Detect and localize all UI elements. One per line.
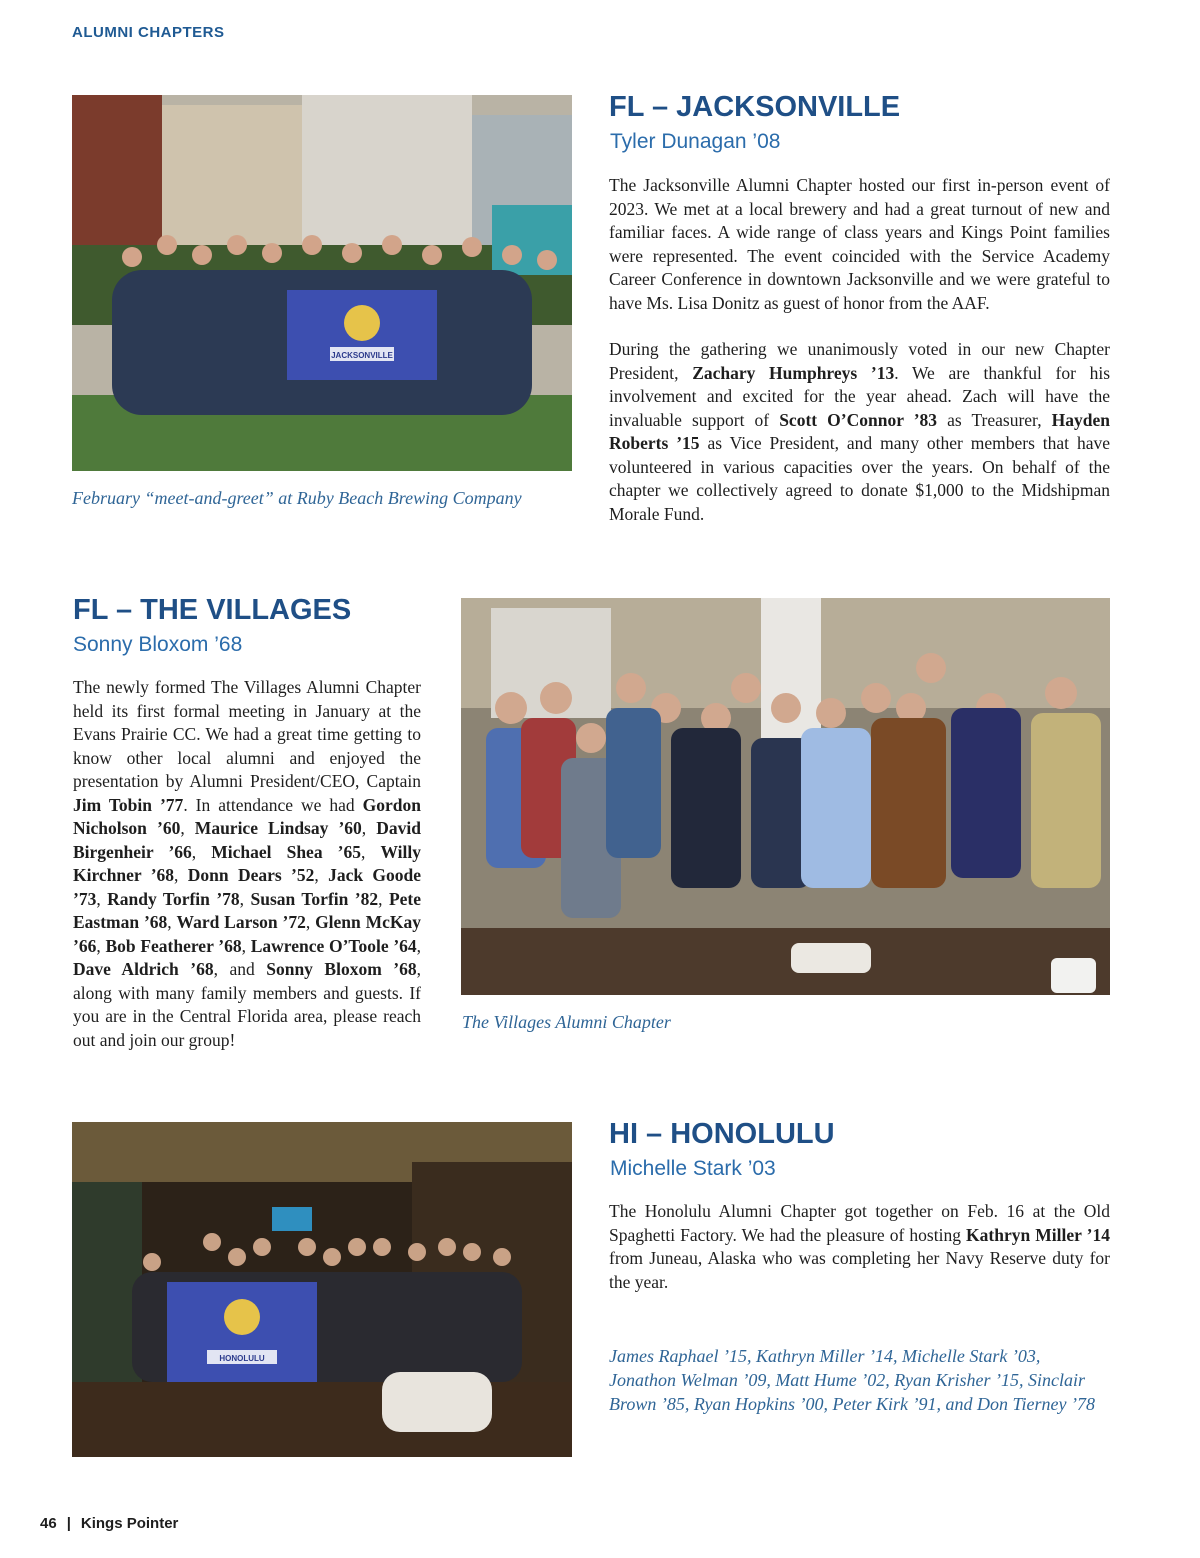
- bold-name: Randy Torfin ’78: [107, 888, 240, 909]
- bold-name: Michael Shea ’65: [211, 841, 361, 862]
- bold-name: Donn Dears ’52: [187, 865, 315, 885]
- bold-name: Jack Goode ’73: [73, 865, 422, 909]
- jacksonville-heading: FL – JACKSONVILLE: [609, 91, 901, 123]
- jacksonville-body: [609, 174, 1110, 549]
- bold-name: Pete Eastman ’68: [73, 888, 422, 932]
- jacksonville-paragraph-1: The Jacksonville Alumni Chapter hosted our first in-person event of 2023. We met at a local brewery and had a great turnout of new and familiar faces. A wide range of class years and Kings Point families were represented. The event coincided with the Service Academy Career Conference in downtown Jacksonville and we were grateful to have Ms. Lisa Donitz as guest of honor from the AAF.: [609, 175, 1110, 313]
- honolulu-author: Michelle Stark ’03: [610, 1157, 776, 1180]
- bold-name: Kathryn Miller ’14: [966, 1224, 1110, 1245]
- footer-separator: |: [66, 1515, 71, 1532]
- bold-name: Ward Larson ’72: [176, 912, 306, 932]
- page-footer: [40, 1515, 178, 1532]
- bold-name: Glenn McKay ’66: [73, 912, 422, 956]
- bold-name: Willy Kirchner ’68: [73, 841, 421, 885]
- bold-name: Sonny Bloxom ’68: [266, 959, 417, 979]
- jacksonville-flag-text: JACKSONVILLE: [331, 351, 393, 360]
- honolulu-body: [609, 1200, 1110, 1317]
- publication-name: Kings Pointer: [80, 1515, 179, 1532]
- honolulu-photo-caption: James Raphael ’15, Kathryn Miller ’14, Michelle Stark ’03, Jonathon Welman ’09, Matt Hume ’02, Ryan Krisher ’15, Sinclair Brown ’85, Ryan Hopkins ’00, Peter Kirk ’91, and Don Tierney ’78: [609, 1346, 1095, 1414]
- jacksonville-group-photo: [72, 95, 572, 471]
- bold-name: Bob Featherer ’68: [105, 935, 242, 956]
- honolulu-heading: HI – HONOLULU: [609, 1118, 835, 1150]
- honolulu-group-photo: [72, 1122, 572, 1457]
- section-label: ALUMNI CHAPTERS: [72, 24, 225, 41]
- bold-name: Dave Aldrich ’68: [73, 959, 214, 979]
- bold-name: Jim Tobin ’77: [73, 794, 184, 815]
- villages-heading: FL – THE VILLAGES: [73, 594, 352, 626]
- honolulu-flag-text: HONOLULU: [219, 1354, 265, 1363]
- villages-body: [73, 676, 421, 1075]
- villages-paragraph-1: The newly formed The Villages Alumni Chapter held its first formal meeting in January at the Evans Prairie CC. We had a great time getting to know other local alumni and enjoyed the presentation by Alumni President/CEO, Captain Jim Tobin ’77. In attendance we had Gordon Nicholson ’60, Maurice Lindsay ’60, David Birgenheir ’66, Michael Shea ’65, Willy Kirchner ’68, Donn Dears ’52, Jack Goode ’73, Randy Torfin ’78, Susan Torfin ’82, Pete Eastman ’68, Ward Larson ’72, Glenn McKay ’66, Bob Featherer ’68, Lawrence O’Toole ’64, Dave Aldrich ’68, and Sonny Bloxom ’68, along with many family members and guests. If you are in the Central Florida area, please reach out and join our group!: [73, 677, 422, 1050]
- jacksonville-author: Tyler Dunagan ’08: [610, 130, 781, 153]
- bold-name: Zachary Humphreys ’13: [692, 362, 895, 383]
- bold-name: David Birgenheir ’66: [73, 818, 421, 862]
- bold-name: Susan Torfin ’82: [250, 888, 379, 909]
- honolulu-paragraph-1: The Honolulu Alumni Chapter got together on Feb. 16 at the Old Spaghetti Factory. We had the pleasure of hosting Kathryn Miller ’14 from Juneau, Alaska who was completing her Navy Reserve duty for the year.: [609, 1201, 1110, 1292]
- bold-name: Maurice Lindsay ’60: [194, 818, 362, 838]
- jacksonville-paragraph-2: During the gathering we unanimously voted in our new Chapter President, Zachary Humphreys ’13. We are thankful for his involvement and excited for the year ahead. Zach will have the invaluable support of Scott O’Connor ’83 as Treasurer, Hayden Roberts ’15 as Vice President, and many other members that have volunteered in various capacities over the years. On behalf of the chapter we collectively agreed to donate $1,000 to the Midshipman Morale Fund.: [609, 339, 1111, 524]
- villages-author: Sonny Bloxom ’68: [73, 633, 243, 656]
- bold-name: Scott O’Connor ’83: [779, 409, 938, 430]
- villages-group-photo: [461, 598, 1110, 995]
- bold-name: Hayden Roberts ’15: [609, 409, 1110, 453]
- jacksonville-photo-caption: February “meet-and-greet” at Ruby Beach Brewing Company: [72, 488, 522, 508]
- bold-name: Lawrence O’Toole ’64: [250, 935, 417, 956]
- page-number: 46: [40, 1515, 57, 1532]
- bold-name: Gordon Nicholson ’60: [73, 794, 421, 838]
- villages-photo-caption: The Villages Alumni Chapter: [462, 1012, 671, 1032]
